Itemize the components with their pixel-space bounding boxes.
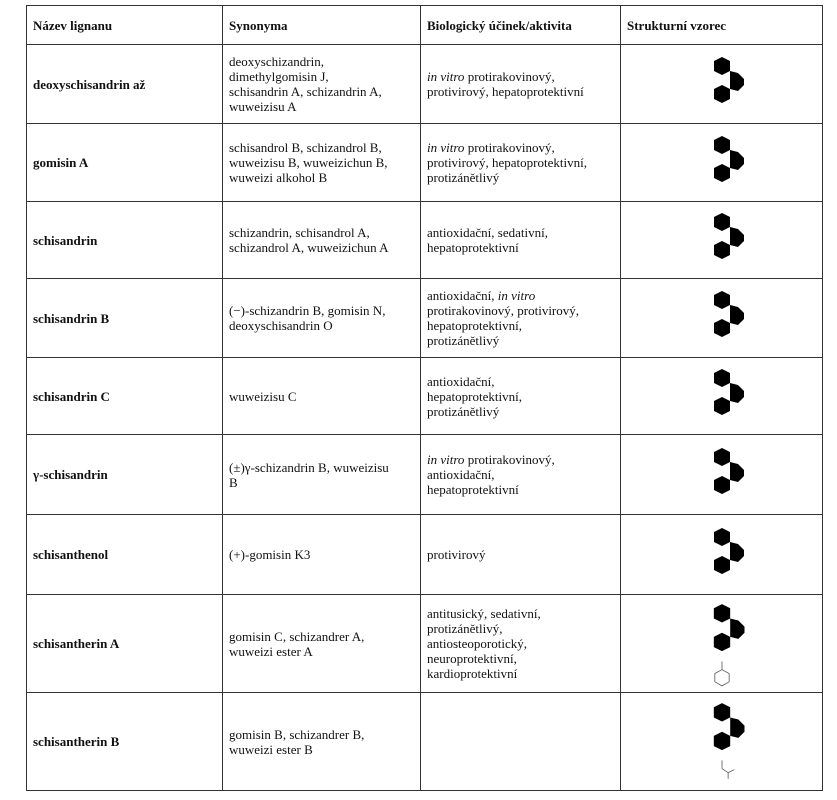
activity-cell	[421, 124, 621, 202]
table-row	[27, 693, 823, 791]
structure-cell	[621, 435, 823, 515]
activity-line: hepatoprotektivní	[427, 482, 519, 497]
activity-line: protizánětlivý,	[427, 621, 503, 636]
synonym-line: wuweizi ester B	[229, 741, 313, 757]
lignan-name: deoxyschisandrin až	[27, 45, 223, 124]
synonym-line: gomisin B, schizandrer B,	[229, 726, 365, 742]
header-synonyms: Synonyma	[223, 6, 421, 45]
activity-cell	[421, 515, 621, 595]
synonym-line: deoxyschisandrin O	[229, 318, 333, 333]
table-row	[27, 202, 823, 279]
activity-line: protivirový, hepatoprotektivní,	[427, 155, 587, 170]
table-row	[27, 595, 823, 693]
activity-cell	[421, 693, 621, 791]
synonyms-cell	[223, 279, 421, 358]
activity-line: protirakovinový,	[467, 452, 555, 467]
lignan-structure-icon	[692, 130, 752, 196]
structure-cell	[621, 515, 823, 595]
in-vitro-label: in vitro	[497, 288, 536, 303]
in-vitro-label: in vitro	[427, 69, 465, 84]
activity-line: protirakovinový, protivirový,	[427, 303, 580, 318]
lignan-structure-icon	[691, 598, 753, 690]
synonym-line: (+)-gomisin K3	[229, 547, 311, 562]
table-row	[27, 124, 823, 202]
lignan-name: schisandrin	[27, 202, 223, 279]
table-row	[27, 45, 823, 124]
synonyms-cell	[223, 45, 421, 124]
activity-line: hepatoprotektivní,	[427, 388, 522, 404]
lignan-structure-icon	[692, 363, 752, 429]
lignan-name: schisandrin B	[27, 279, 223, 358]
structure-cell	[621, 693, 823, 791]
synonym-line: schizandrin, schisandrol A,	[229, 225, 370, 240]
synonyms-cell	[223, 693, 421, 791]
lignan-structure-icon	[692, 285, 752, 351]
activity-cell	[421, 435, 621, 515]
lignan-name: γ-schisandrin	[27, 435, 223, 515]
synonyms-cell	[223, 435, 421, 515]
lignan-structure-icon	[691, 697, 753, 787]
lignan-name: schisantherin B	[27, 693, 223, 791]
activity-line: protirakovinový,	[467, 140, 555, 155]
activity-cell	[421, 279, 621, 358]
header-biological-activity: Biologický účinek/aktivita	[421, 6, 621, 45]
activity-line: antioxidační, in vitro	[427, 288, 536, 303]
synonym-line: wuweizisu B, wuweizichun B,	[229, 155, 388, 170]
lignan-structure-icon	[692, 51, 752, 117]
lignan-name: schisandrin C	[27, 358, 223, 435]
header-structural-formula: Strukturní vzorec	[621, 6, 823, 45]
table-header-row	[27, 6, 823, 45]
activity-line: antioxidační,	[427, 467, 495, 482]
lignan-name: gomisin A	[27, 124, 223, 202]
lignan-name: schisanthenol	[27, 515, 223, 595]
structure-cell	[621, 45, 823, 124]
header-lignan-name: Název lignanu	[27, 6, 223, 45]
table-row	[27, 279, 823, 358]
activity-line: kardioprotektivní	[427, 666, 518, 681]
activity-line: protizánětlivý	[427, 403, 500, 419]
synonyms-cell	[223, 515, 421, 595]
synonym-line: wuweizi alkohol B	[229, 170, 328, 185]
activity-line: hepatoprotektivní	[427, 240, 519, 255]
synonyms-cell	[223, 595, 421, 693]
synonym-line: B	[229, 474, 238, 490]
in-vitro-label: in vitro	[427, 452, 465, 467]
activity-line: antioxidační, sedativní,	[427, 225, 548, 240]
synonym-line: schizandrol A, wuweizichun A	[229, 240, 389, 255]
lignan-name: schisantherin A	[27, 595, 223, 693]
activity-line: protivirový, hepatoprotektivní	[427, 84, 584, 99]
table-row	[27, 435, 823, 515]
activity-cell	[421, 202, 621, 279]
table-row	[27, 515, 823, 595]
synonym-line: wuweizisu C	[229, 388, 297, 404]
structure-cell	[621, 595, 823, 693]
activity-line: antiosteoporotický,	[427, 636, 528, 651]
structure-cell	[621, 358, 823, 435]
activity-cell	[421, 595, 621, 693]
structure-cell	[621, 202, 823, 279]
synonym-line: wuweizi ester A	[229, 643, 313, 659]
activity-line: protizánětlivý	[427, 333, 500, 348]
activity-line: antitusický, sedativní,	[427, 606, 541, 621]
activity-line: protizánětlivý	[427, 170, 500, 185]
activity-line: antioxidační,	[427, 373, 495, 389]
synonym-line: wuweizisu A	[229, 99, 297, 114]
activity-cell	[421, 358, 621, 435]
synonym-line: (±)γ-schizandrin B, wuweizisu	[229, 459, 389, 475]
table-row	[27, 358, 823, 435]
lignan-table	[26, 5, 823, 791]
activity-line: neuroprotektivní,	[427, 651, 517, 666]
synonym-line: gomisin C, schizandrer A,	[229, 628, 365, 644]
lignan-structure-icon	[692, 207, 752, 273]
activity-line: protirakovinový,	[467, 69, 555, 84]
activity-cell	[421, 45, 621, 124]
structure-cell	[621, 124, 823, 202]
synonyms-cell	[223, 124, 421, 202]
synonyms-cell	[223, 358, 421, 435]
synonym-line: schisandrol B, schizandrol B,	[229, 140, 382, 155]
synonym-line: deoxyschizandrin,	[229, 54, 324, 69]
in-vitro-label: in vitro	[427, 140, 465, 155]
synonym-line: (−)-schizandrin B, gomisin N,	[229, 303, 386, 318]
activity-line: hepatoprotektivní,	[427, 318, 522, 333]
synonyms-cell	[223, 202, 421, 279]
structure-cell	[621, 279, 823, 358]
activity-line: protivirový	[427, 547, 486, 562]
synonym-line: schisandrin A, schizandrin A,	[229, 84, 382, 99]
lignan-structure-icon	[692, 442, 752, 508]
synonym-line: dimethylgomisin J,	[229, 69, 329, 84]
lignan-structure-icon	[692, 522, 752, 588]
